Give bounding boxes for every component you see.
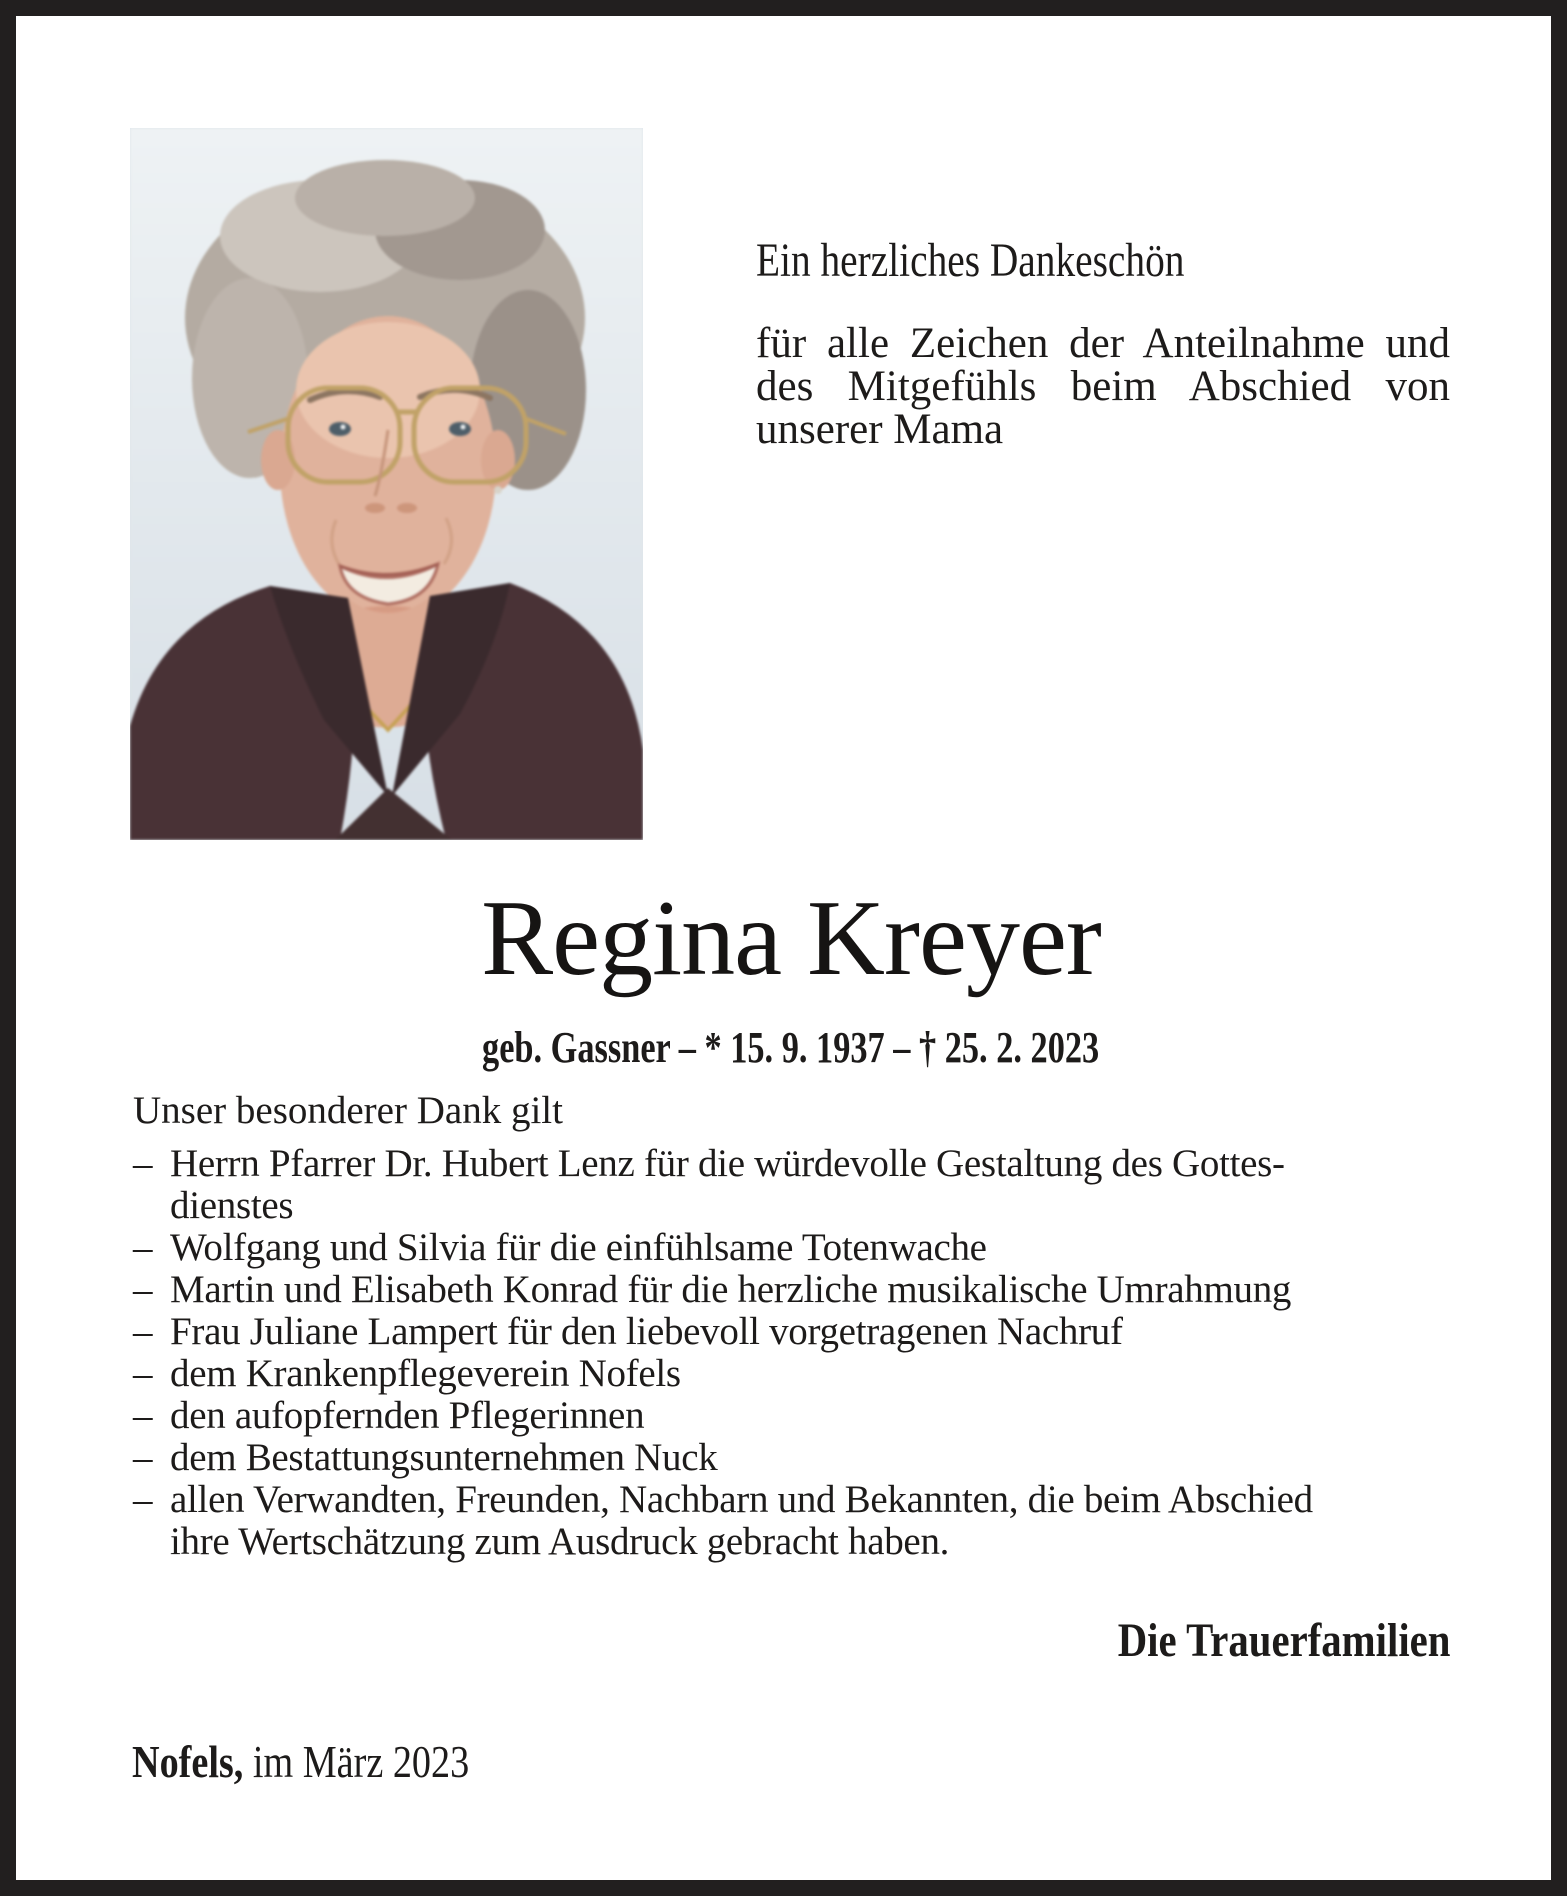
thanks-item: – Frau Juliane Lampert für den liebevoll vorgetragenen Nachruf	[133, 1310, 1123, 1353]
dash-bullet: –	[133, 1268, 153, 1311]
place-date-line	[132, 1738, 469, 1786]
thanks-item: – Wolfgang und Silvia für die einfühlsame Totenwache	[133, 1226, 987, 1269]
thanks-item: – dem Krankenpflegeverein Nofels	[133, 1352, 681, 1395]
dash-bullet: –	[133, 1436, 153, 1479]
portrait-illustration	[130, 128, 643, 840]
deceased-dates: geb. Gassner – * 15. 9. 1937 – † 25. 2. 2023	[482, 1023, 1100, 1072]
dash-bullet: –	[133, 1478, 153, 1521]
thanks-list	[133, 1143, 1523, 1563]
dash-bullet: –	[133, 1226, 153, 1269]
intro-paragraph	[756, 322, 1450, 451]
name-block	[132, 879, 1450, 1072]
thanks-item: – allen Verwandten, Freunden, Nachbarn und Bekannten, die beim Abschied ihre Wertschätzung zum Ausdruck gebracht haben.	[133, 1478, 1313, 1563]
deceased-name: Regina Kreyer	[481, 879, 1101, 998]
dash-bullet: –	[133, 1142, 153, 1185]
header-column	[756, 234, 1450, 453]
dash-bullet: –	[133, 1352, 153, 1395]
intro-line-3: unserer Mama	[756, 406, 1004, 453]
thanks-item: – dem Bestattungsunternehmen Nuck	[133, 1436, 718, 1479]
dash-bullet: –	[133, 1394, 153, 1437]
thanks-heading: Ein herzliches Dankeschön	[756, 234, 1185, 287]
intro-line-2: des Mitgefühls beim Abschied von	[756, 363, 1450, 410]
date: im März 2023	[243, 1736, 470, 1787]
thanks-item: – Martin und Elisabeth Konrad für die herzliche musikalische Umrahmung	[133, 1268, 1292, 1311]
place: Nofels,	[132, 1736, 244, 1787]
thanks-item: – den aufopfernden Pflegerinnen	[133, 1394, 645, 1437]
portrait-photo	[130, 128, 643, 840]
thanks-intro: Unser besonderer Dank gilt	[133, 1089, 563, 1132]
intro-line-1: für alle Zeichen der Anteilnahme und	[756, 320, 1450, 367]
thanks-item: – Herrn Pfarrer Dr. Hubert Lenz für die würdevolle Gestaltung des Gottes- dienstes	[133, 1142, 1285, 1227]
signature-family: Die Trauerfamilien	[1117, 1614, 1450, 1667]
dash-bullet: –	[133, 1310, 153, 1353]
